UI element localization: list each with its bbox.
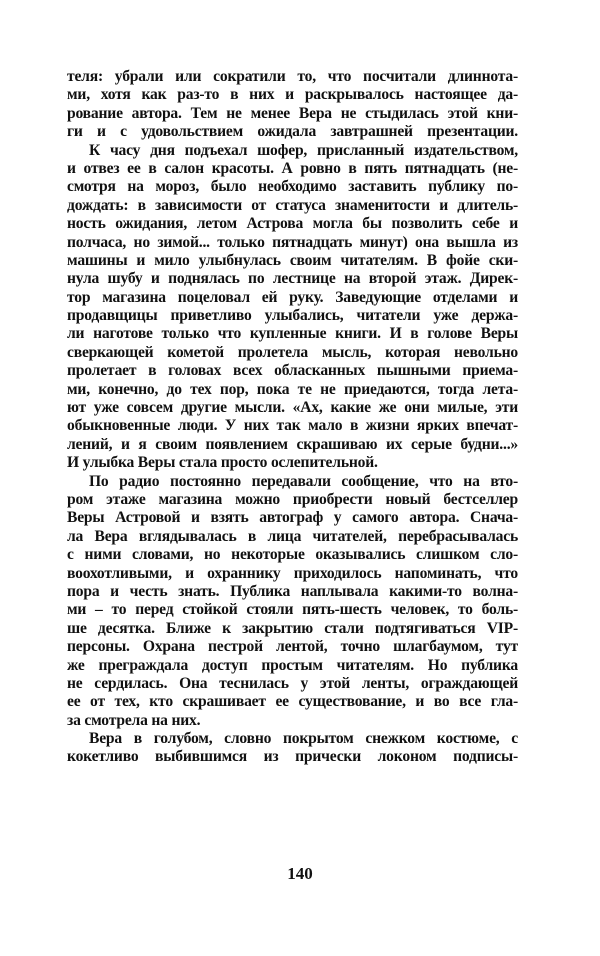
text-line: кокетливо выбившимся из прически локоном подписы- (67, 748, 518, 766)
text-line: ми, хотя как раз-то в них и раскрывалось настоящее да- (67, 86, 518, 104)
text-line: пора и честь знать. Публика наплывала какими-то волна- (67, 582, 518, 600)
text-line: ми, конечно, до тех пор, пока те не приедаются, тогда лета- (67, 380, 518, 398)
text-line: и отвез ее в салон красоты. А ровно в пять пятнадцать (не- (67, 159, 518, 177)
text-line: ность ожидания, летом Астрова могла бы позволить себе и (67, 215, 518, 233)
text-line: К часу дня подъехал шофер, присланный издательством, (89, 141, 518, 159)
text-line: ли наготове только что купленные книги. И в голове Веры (67, 325, 518, 343)
text-line: же преграждала доступ простым читателям. Но публика (67, 656, 518, 674)
text-line: тор магазина поцеловал ей руку. Заведующие отделами и (67, 288, 518, 306)
text-line: персоны. Охрана пестрой лентой, точно шлагбаумом, тут (67, 638, 518, 656)
text-line: продавщицы приветливо улыбались, читатели уже держа- (67, 307, 518, 325)
text-line: Веры Астровой и взять автограф у самого автора. Снача- (67, 509, 518, 527)
text-line: сверкающей кометой пролетела мысль, которая невольно (67, 343, 518, 361)
text-line: Вера в голубом, словно покрытом снежком костюме, с (89, 730, 518, 748)
text-line: ла Вера вглядывалась в лица читателей, перебрасывалась (67, 527, 518, 545)
text-line: лений, и я своим появлением скрашиваю их серые будни...» (67, 435, 518, 453)
text-line: нула шубу и поднялась по лестнице на второй этаж. Дирек- (67, 270, 518, 288)
text-line: за смотрела на них. (67, 711, 201, 729)
text-line: не сердилась. Она теснилась у этой ленты, ограждающей (67, 674, 518, 692)
text-line: ми – то перед стойкой стояли пять-шесть человек, то боль- (67, 601, 518, 619)
text-line: полчаса, но зимой... только пятнадцать минут) она вышла из (67, 233, 518, 251)
text-line: ее от тех, кто скрашивает ее существование, и во все гла- (67, 693, 518, 711)
text-line: ше десятка. Ближе к закрытию стали подтягиваться VIP- (67, 619, 518, 637)
text-line: рование автора. Тем не менее Вера не стыдилась этой кни- (67, 104, 518, 122)
body-text (67, 68, 518, 767)
text-line: пролетает в головах всех обласканных пышными приема- (67, 362, 518, 380)
text-line: дождать: в зависимости от статуса знаменитости и длитель- (67, 196, 518, 214)
page-number: 140 (287, 864, 313, 883)
text-line: теля: убрали или сократили то, что посчитали длиннота- (67, 68, 518, 85)
text-line: обыкновенные люди. У них так мало в жизни ярких впечат- (67, 417, 518, 435)
text-line: И улыбка Веры стала просто ослепительной. (67, 454, 378, 472)
text-line: воохотливыми, и охраннику приходилось напоминать, что (67, 564, 518, 582)
text-line: машины и мило улыбнулась своим читателям. В фойе ски- (67, 251, 518, 269)
text-line: ги и с удовольствием ожидала завтрашней презентации. (67, 123, 518, 141)
text-line: с ними словами, но некоторые оказывались слишком сло- (67, 546, 518, 564)
text-line: ют уже совсем другие мысли. «Ах, какие же они милые, эти (67, 399, 518, 417)
text-line: смотря на мороз, было необходимо заставить публику по- (67, 178, 518, 196)
text-line: По радио постоянно передавали сообщение, что на вто- (89, 472, 518, 490)
text-line: ром этаже магазина можно приобрести новый бестселлер (67, 490, 518, 508)
